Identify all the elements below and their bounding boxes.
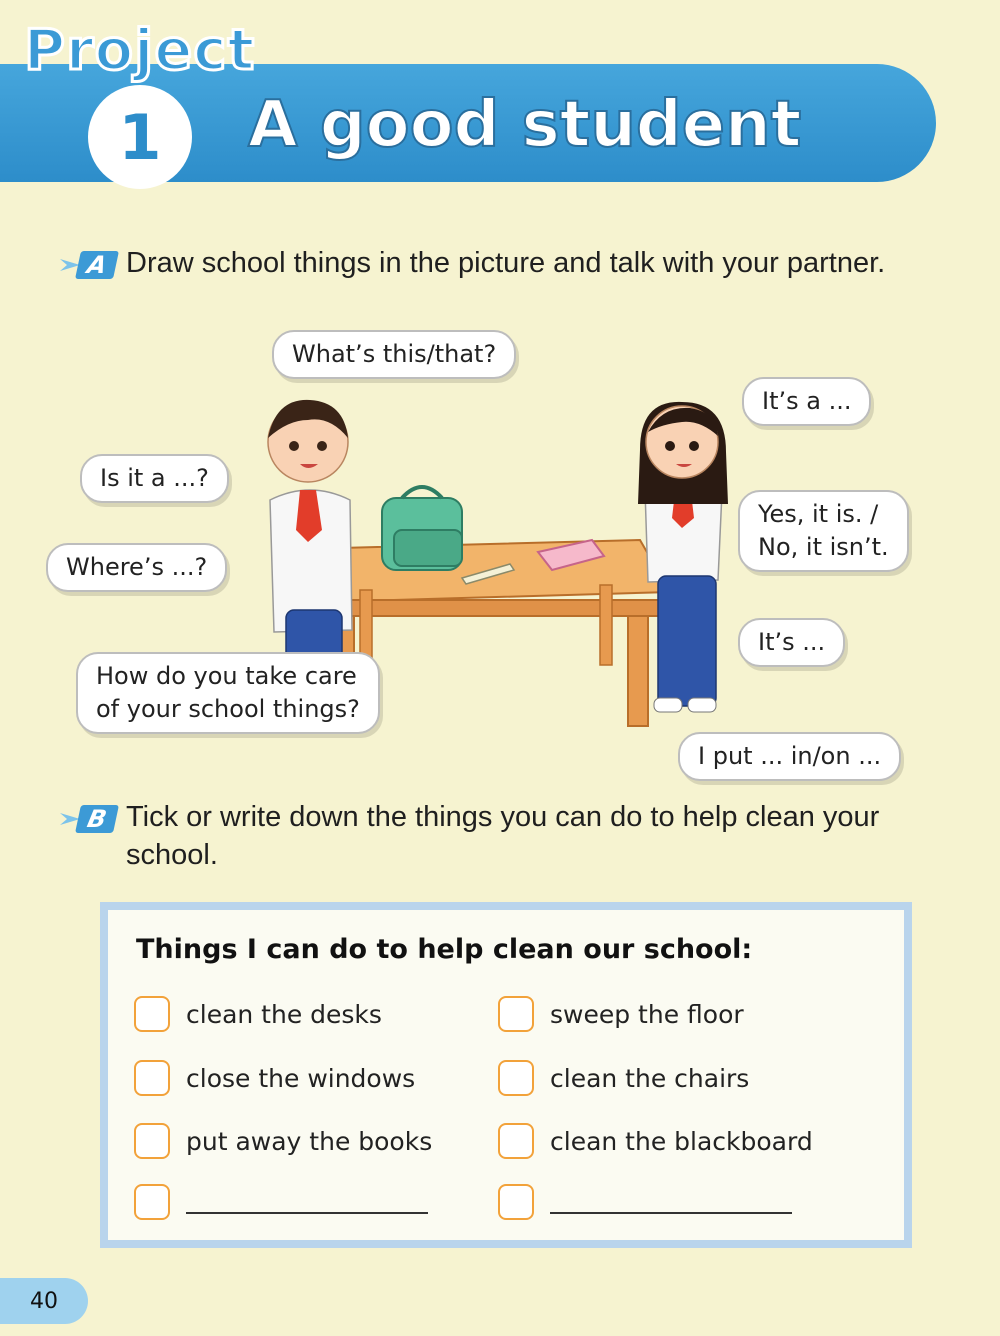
checklist-item [134, 1123, 432, 1159]
checklist-item [134, 1060, 415, 1096]
bubble-its: It’s ... [738, 618, 845, 667]
checklist-item-label: clean the desks [186, 999, 382, 1029]
checkbox[interactable] [498, 1123, 534, 1159]
checkbox[interactable] [498, 1184, 534, 1220]
checklist-item-label: put away the books [186, 1126, 433, 1156]
checklist-title: Things I can do to help clean our school: [136, 934, 753, 965]
bubble-yes-no [738, 490, 909, 572]
girl-figure [638, 402, 728, 712]
bubble-i-put: I put ... in/on ... [678, 732, 901, 781]
checklist-panel [108, 910, 904, 1240]
checkbox[interactable] [134, 1184, 170, 1220]
write-in-line[interactable] [186, 1190, 428, 1214]
section-b-instruction: Tick or write down the things you can do to help clean your school. [126, 801, 880, 871]
checkbox[interactable] [134, 996, 170, 1032]
write-in-line[interactable] [550, 1190, 792, 1214]
checklist-item-label: clean the chairs [550, 1063, 750, 1093]
bubble-whats-this: What’s this/that? [272, 330, 516, 379]
checklist-item-label: close the windows [186, 1063, 416, 1093]
section-a-marker [58, 250, 116, 280]
section-b-marker [58, 804, 116, 834]
checklist-item-blank [134, 1184, 428, 1220]
checklist-item-label: sweep the floor [550, 999, 744, 1029]
bubble-no-line: No, it isn’t. [758, 533, 889, 561]
bubble-yes-line: Yes, it is. / [758, 500, 879, 528]
bubble-its-a: It’s a ... [742, 377, 871, 426]
project-number-badge: 1 [88, 85, 192, 189]
checkbox[interactable] [498, 1060, 534, 1096]
section-a-letter: A [75, 251, 119, 279]
project-label: Project [24, 18, 256, 83]
checkbox[interactable] [134, 1060, 170, 1096]
page-title: A good student [248, 88, 802, 162]
table-leg [628, 616, 648, 726]
section-a-instruction: Draw school things in the picture and talk with your partner. [126, 247, 886, 279]
checklist-item [498, 1060, 749, 1096]
checklist-item [498, 996, 744, 1032]
bubble-how-care-line1: How do you take care [96, 662, 357, 690]
page-number: 40 [0, 1278, 88, 1324]
checklist-item [498, 1123, 813, 1159]
checklist-item [134, 996, 382, 1032]
section-b-letter: B [75, 805, 119, 833]
checklist-item-blank [498, 1184, 792, 1220]
checkbox[interactable] [498, 996, 534, 1032]
bubble-wheres: Where’s ...? [46, 543, 227, 592]
checklist-item-label: clean the blackboard [550, 1126, 813, 1156]
bubble-how-care-line2: of your school things? [96, 695, 360, 723]
checklist-box [100, 902, 912, 1248]
bubble-is-it-a: Is it a ...? [80, 454, 229, 503]
checkbox[interactable] [134, 1123, 170, 1159]
bubble-how-care [76, 652, 380, 734]
